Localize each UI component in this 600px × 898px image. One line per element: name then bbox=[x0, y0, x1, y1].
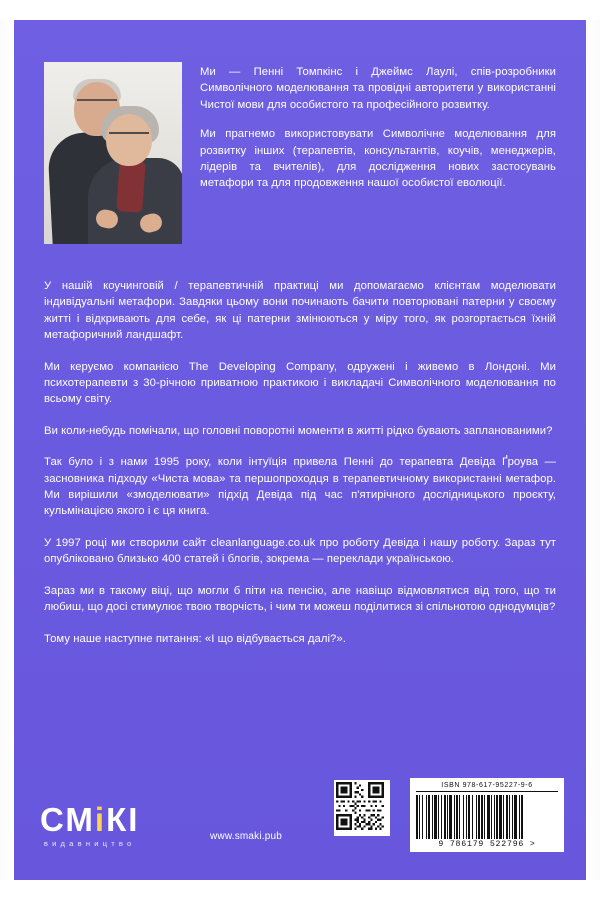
body-paragraph-3: Ви коли-небудь помічали, що головні поворотні моменти в житті рідко бувають запланованими? bbox=[44, 424, 553, 437]
barcode-digits: 9 786179 522796 > bbox=[438, 840, 536, 849]
publisher-tagline: видавництво bbox=[43, 839, 136, 848]
publisher-logo-text bbox=[40, 803, 139, 837]
barcode-panel bbox=[410, 778, 564, 852]
page-edge-top bbox=[0, 0, 600, 20]
intro-text-column bbox=[200, 62, 556, 244]
page-edge-left bbox=[0, 0, 14, 898]
barcode-bars bbox=[416, 795, 558, 839]
intro-paragraph-1: Ми — Пенні Томпкінс і Джеймс Лаулі, спів-розробники Символічного моделювання та провідні авторитети у використанні Чистої мови для особистого та професійного розвитку. bbox=[200, 66, 556, 111]
body-paragraph-2: Ми керуємо компанією The Developing Company, одружені і живемо в Лондоні. Ми психотерапевти з 30-річною приватною практикою і викладачі Символічного моделювання по всьому світу. bbox=[44, 360, 556, 406]
intro-paragraph-2: Ми прагнемо використовувати Символічне моделювання для розвитку інших (терапевтів, консультантів, коучів, менеджерів, лідерів та вчителів), для дослідження нових застосувань метафори та для продовження нашої особистої еволюції. bbox=[200, 128, 556, 190]
publisher-logo-part2: КІ bbox=[106, 801, 140, 838]
qr-code[interactable] bbox=[334, 780, 390, 836]
body-text-block bbox=[44, 278, 556, 662]
publisher-website[interactable]: www.smaki.pub bbox=[210, 831, 283, 842]
body-paragraph-6: Зараз ми в такому віці, що могли б піти на пенсію, але навіщо відмовлятися від того, що ти любиш, що досі стимулює твою творчість, і чим ти можеш поділитися зі спільнотою однодумців? bbox=[44, 584, 556, 614]
publisher-logo bbox=[40, 803, 139, 848]
body-paragraph-4: Так було і з нами 1995 року, коли інтуїція привела Пенні до терапевта Девіда Ґроува — засновника підходу «Чиста мова» та першопроходця в терапевтичному використанні метафор. Ми вирішили «змоделювати» підхід Девіда під час п'ятирічного дослідницького проєкту, кульмінацією якого і є ця книга. bbox=[44, 456, 556, 518]
authors-photo bbox=[44, 62, 182, 244]
authors-photo-wrap bbox=[44, 62, 182, 244]
body-paragraph-7: Тому наше наступне питання: «І що відбувається далі?». bbox=[44, 632, 346, 645]
body-paragraph-1: У нашій коучинговій / терапевтичній практиці ми допомагаємо клієнтам моделювати індивідуальні метафори. Завдяки цьому вони починають бачити повторювані патерни у своєму житті і відкривають для себе, як ці патерни змінюються у міру того, як розгортається їхній метафоричний ландшафт. bbox=[44, 280, 556, 342]
intro-block bbox=[44, 62, 556, 244]
cover-panel bbox=[14, 20, 586, 880]
body-paragraph-5: У 1997 році ми створили сайт cleanlanguage.co.uk про роботу Девіда і нашу роботу. Зараз тут опубліковано близько 400 статей і блогів, зокрема — переклади українською. bbox=[44, 536, 556, 566]
page-edge-right bbox=[586, 0, 600, 898]
page-edge-bottom bbox=[0, 880, 600, 898]
isbn-label: ISBN 978-617-95227-9-6 bbox=[416, 782, 558, 792]
publisher-logo-accent: і bbox=[94, 801, 107, 838]
publisher-logo-part1: СМ bbox=[40, 801, 95, 838]
cover-footer bbox=[14, 768, 586, 880]
